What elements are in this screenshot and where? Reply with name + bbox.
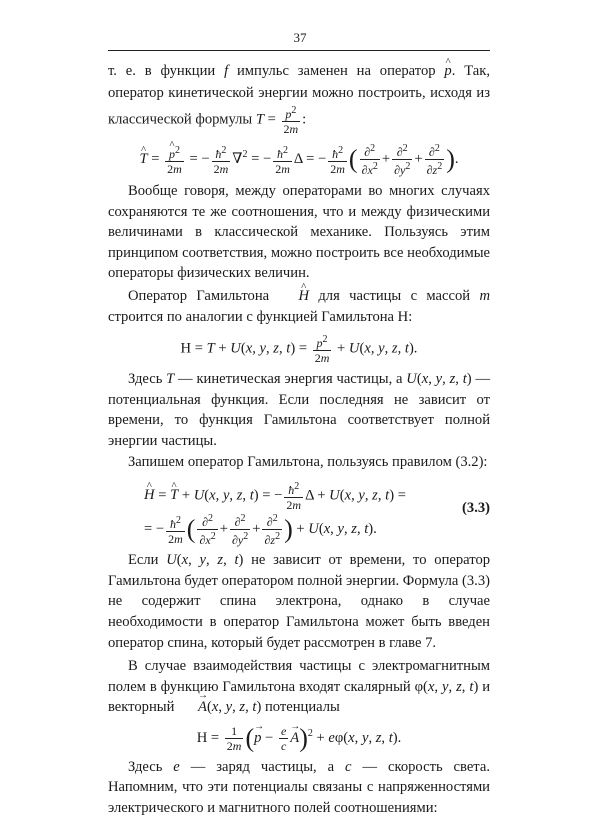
paragraph-1: т. е. в функции f импульс заменен на оператор ^ p. Так, оператор кинетической энергии можно построить, исходя из классической формулы T = $\frac{p^2}{2m}$ : (108, 60, 490, 136)
paragraph-5: Запишем оператор Гамильтона, пользуясь правилом (3.2): (128, 453, 488, 470)
paragraph-7: В случае взаимодействия частицы с электромагнитным полем в функцию Гамильтона входят скалярный φ(x, y, z, t) и векторный → A(x, y, z, t) потенциалы (108, 656, 490, 718)
hamilton-function-equation: H = T + U(x, y, z, t) = $\frac{p^2}{2m}$ + U(x, y, z, t). (180, 334, 418, 366)
page-body (108, 60, 490, 819)
equation-number: (3.3) (462, 500, 490, 517)
kinetic-energy-equation: ^ T = ^ $\frac{p^2}{2m}$ = − $\frac{ħ^2}{2m}$ ∇$^2$ = − $\frac{ħ^2}{2m}$ Δ = − $\frac{ħ^2}{2m}$ ( $\frac{\partial^2}{\partial x^2}$ + $\frac{\partial^2}{\partial y^2}$ + $\frac{\partial^2}{\partial z^2}$ ). (108, 142, 490, 177)
paragraph-2: Вообще говоря, между операторами во многих случаях сохраняются те же соотношения, что и между физическими величинами в классической механике. Пользуясь этим принципом соответствия, можно построить все необходимые операторы физических величин. (108, 183, 490, 282)
paragraph-4: Здесь T — кинетическая энергия частицы, а U(x, y, z, t) — потенциальная функция. Если последняя не зависит от времени, то функция Гамильтона соответствует полной энергии частицы. (108, 371, 491, 449)
hamiltonian-operator-equation: ^ H = ^ T + U(x, y, z, t) = − $\frac{ħ^2}{2m}$ Δ + U(x, y, z, t) = = − $\frac{ħ^2}{2m}$ ( $\frac{\partial^2}{\partial x^2}$ + $\frac{\partial^2}{\partial y^2}$ + $\frac{\partial^2}{\partial z^2}$ ) + U(x, y, z, t). (3.3) (108, 476, 490, 546)
paragraph-8: Здесь e — заряд частицы, а c — скорость света. Напомним, что эти потенциалы связаны с напряженностями электрического и магнитного полей соотношениями: (108, 758, 490, 817)
header-rule (108, 50, 490, 51)
paragraph-6: Если U(x, y, z, t) не зависит от времени, то оператор Гамильтона будет оператором полной энергии. Формула (3.3) не содержит спина электрона, однако в случае необходимости в оператор Гамильтона может быть введен оператор спина, который будет рассмотрен в главе 7. (108, 552, 491, 651)
em-hamilton-equation: H = $\frac{1}{2m}$ (→ p − $\frac{e}{c}$ → A)$^2$ + eφ(x, y, z, t). (108, 724, 490, 753)
paragraph-3: Оператор Гамильтона ^ H для частицы с массой m строится по аналогии с функцией Гамильтона H: (108, 286, 490, 327)
page-number: 37 (293, 30, 307, 45)
